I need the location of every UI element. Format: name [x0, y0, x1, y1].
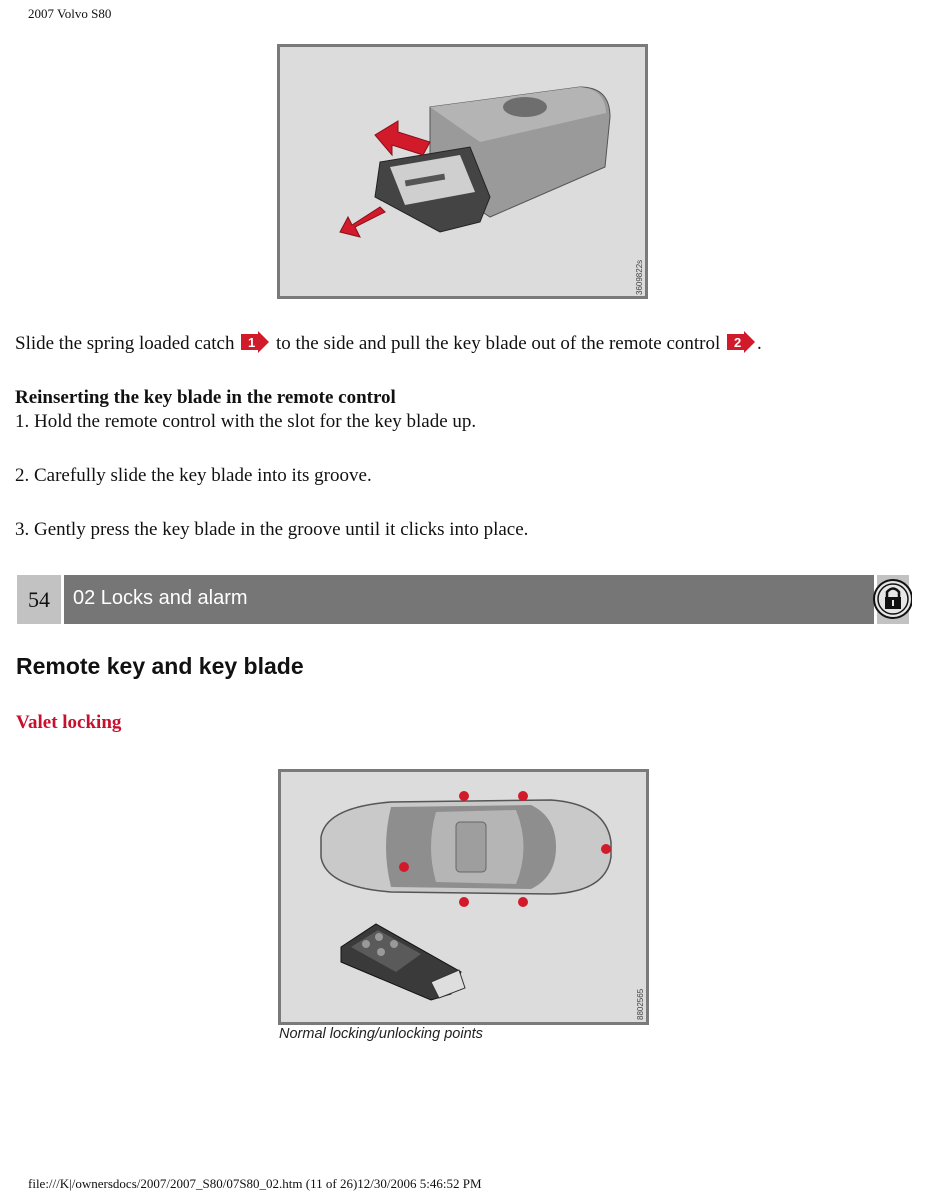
key-blade-figure [277, 44, 648, 299]
page-number: 54 [17, 575, 61, 624]
step-1-marker-label: 1 [248, 335, 256, 350]
document-title: 2007 Volvo S80 [28, 6, 112, 21]
figure-code: 8802565 [636, 988, 645, 1020]
locking-point-marker [601, 844, 611, 854]
locking-point-marker [459, 791, 469, 801]
reinsert-step: 3. Gently press the key blade in the groove until it clicks into place. [15, 519, 529, 540]
chapter-banner [17, 575, 909, 624]
locking-point-marker [459, 897, 469, 907]
step-1-marker-icon [241, 331, 269, 353]
locking-points-figure [278, 769, 649, 1025]
step-2-marker-icon [727, 331, 755, 353]
chapter-icon-box [877, 575, 909, 624]
intro-text-middle: to the side and pull the key blade out of the remote control [276, 333, 721, 354]
locking-point-marker [518, 897, 528, 907]
locking-point-marker [518, 791, 528, 801]
intro-paragraph [15, 331, 915, 356]
step-2-marker-label: 2 [734, 335, 742, 350]
section-subtitle: Valet locking [16, 712, 122, 733]
footer-file-path: file:///K|/ownersdocs/2007/2007_S80/07S80_02.htm (11 of 26)12/30/2006 5:46:52 PM [28, 1176, 482, 1191]
intro-text-end: . [757, 333, 762, 354]
section-title: Remote key and key blade [16, 653, 304, 679]
reinsert-step: 2. Carefully slide the key blade into its groove. [15, 465, 372, 486]
locking-point-marker [399, 862, 409, 872]
reinsert-heading: Reinserting the key blade in the remote control [15, 387, 396, 408]
padlock-icon [864, 575, 912, 624]
intro-text-start: Slide the spring loaded catch [15, 333, 235, 354]
reinsert-step: 1. Hold the remote control with the slot for the key blade up. [15, 411, 477, 432]
car-top-view-illustration [281, 772, 646, 1022]
figure-code: 3609822s [635, 259, 644, 295]
remote-key-illustration [280, 47, 645, 296]
figure-caption: Normal locking/unlocking points [279, 1026, 483, 1042]
chapter-title: 02 Locks and alarm [64, 575, 874, 624]
